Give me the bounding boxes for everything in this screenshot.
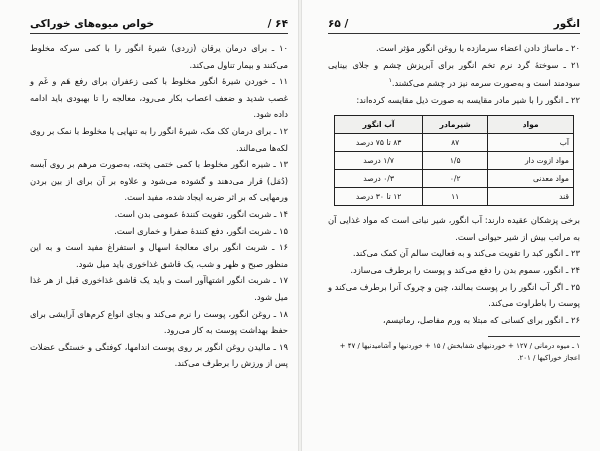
- table-cell: ۱/۵: [423, 152, 488, 170]
- table-cell: ۱۲ تا ۳۰ درصد: [335, 188, 423, 206]
- right-page-number: / ۶۵: [328, 18, 349, 30]
- comparison-table: [334, 115, 574, 206]
- table-cell: قند: [488, 188, 574, 206]
- right-paragraph: ۲۲ ـ انگور را با شیر مادر مقایسه به صورت ذیل مقایسه کرده‌اند:: [356, 94, 580, 105]
- left-paragraph: ۱۳ ـ شیره انگور مخلوط با کمی ختمی پخته، به‌صورت مرهم بر روی آبسه (دُمَل) قرار می‌دهند و گشوده می‌شود و علاوه بر آن برای از بین بردن ورمهایی که بر اثر ضربه ایجاد شده، مفید است.: [30, 159, 288, 203]
- table-cell: ۰/۳ درصد: [335, 170, 423, 188]
- table-cell: ۰/۲: [423, 170, 488, 188]
- left-paragraph: ۱۹ ـ مالیدن روغن انگور بر روی پوست اندامها، کوفتگی و خستگی عضلات پس از ورزش را برطرف می‌کند.: [30, 341, 288, 369]
- left-paragraph: ۱۶ ـ شربت انگور برای معالجهٔ اسهال و استفراغ مفید است و به این منظور صبح و ظهر و شب، یک قاشق غذاخوری باید میل شود.: [30, 242, 288, 269]
- left-page-number: ۶۴ /: [267, 18, 288, 30]
- table-cell: مواد معدنی: [488, 170, 574, 188]
- left-page-title: خواص میوه‌های خوراکی: [30, 18, 155, 30]
- table-row: [335, 134, 574, 152]
- footnote-divider: [488, 336, 580, 337]
- table-cell: ۸۳ تا ۷۵ درصد: [335, 134, 423, 152]
- table-cell: ۱۱: [423, 188, 488, 206]
- table-header-cell: آب انگور: [335, 116, 423, 134]
- right-paragraph: ۲۳ ـ انگور کبد را تقویت می‌کند و به فعالیت سالم آن کمک می‌کند.: [352, 248, 580, 259]
- table-cell: آب: [488, 134, 574, 152]
- left-paragraph: ۱۱ ـ خوردن شیرهٔ انگور مخلوط با کمی زعفران برای رفع هَم و غَم و غصب شدید و ضعف اعصاب بکار می‌رود، معالجه را تا بهبودی باید ادامه داده شود.: [30, 76, 288, 120]
- left-page: [30, 18, 288, 372]
- table-header-row: [335, 116, 574, 134]
- table-row: [335, 170, 574, 188]
- right-page-header: [328, 18, 580, 34]
- right-paragraph-text: ۲۱ ـ سوختهٔ گرد نرم تخم انگور برای آبریزش چشم و جلای بینایی سودمند است و به‌صورت سرمه نیز در چشم می‌کشند.: [328, 59, 580, 88]
- table-header-cell: شیرمادر: [423, 116, 488, 134]
- left-paragraph: ۱۲ ـ برای درمان کک مک، شیرهٔ انگور را به تنهایی یا مخلوط با نمک بر روی لکه‌ها می‌مالند.: [30, 125, 288, 153]
- table-row: [335, 188, 574, 206]
- table-header-cell: مواد: [488, 116, 574, 134]
- right-paragraph: ۲۰ ـ ماساژ دادن اعضاء سرمازده با روغن انگور مؤثر است.: [376, 43, 580, 53]
- right-paragraph: ۲۴ ـ انگور، سموم بدن را دفع می‌کند و پوست را برطرف می‌سازد.: [350, 264, 580, 275]
- right-paragraph: برخی پزشکان عقیده دارند: آب انگور، شیر نباتی است که مواد غذایی آن به مراتب بیش از شیر حیوانی است.: [328, 215, 580, 242]
- right-paragraph: [328, 57, 580, 92]
- book-gutter: [298, 0, 302, 451]
- comparison-table-wrapper: [334, 115, 574, 206]
- left-paragraph: ۱۸ ـ روغن انگور، پوست را نرم می‌کند و بجای انواع کرم‌های آرایشی برای حفظ بهداشت پوست به کار می‌رود.: [30, 308, 288, 336]
- right-page: [328, 18, 580, 364]
- left-paragraph: ۱۴ ـ شربت انگور، تقویت کنندهٔ عمومی بدن است.: [114, 208, 288, 219]
- left-paragraph: ۱۷ ـ شربت انگور اشتهاآور است و باید یک قاشق غذاخوری قبل از هر غذا میل شود.: [30, 275, 288, 302]
- left-paragraph: ۱۵ ـ شربت انگور، دفع کنندهٔ صفرا و خماری است.: [114, 225, 288, 236]
- left-paragraph: ۱۰ ـ برای درمان یرقان (زردی) شیرهٔ انگور را با کمی سرکه مخلوط می‌کنند و بیمار تناول می‌کند.: [30, 43, 288, 70]
- table-cell: ۸۷: [423, 134, 488, 152]
- table-cell: مواد ازوت دار: [488, 152, 574, 170]
- left-page-header: [30, 18, 288, 34]
- table-row: [335, 152, 574, 170]
- right-paragraph: ۲۶ ـ انگور برای کسانی که مبتلا به ورم مفاصل، رماتیسم،: [382, 314, 580, 325]
- footnote-mark: ۱: [388, 77, 392, 85]
- right-paragraph: ۲۵ ـ اگر آب انگور را بر پوست بمالند، چین و چروک آنرا برطرف می‌کند و پوست را باطراوت می‌کند.: [328, 281, 580, 309]
- right-page-title: انگور: [553, 18, 580, 30]
- footnote: ۱ ـ میوه درمانی / ۱۲۷ + خوردنیهای شفابخش / ۱۵ + خوردنیها و آشامیدنیها / ۴۷ + اعجاز خوراکیها / ۲۰۱.: [339, 342, 580, 363]
- table-cell: ۱/۷ درصد: [335, 152, 423, 170]
